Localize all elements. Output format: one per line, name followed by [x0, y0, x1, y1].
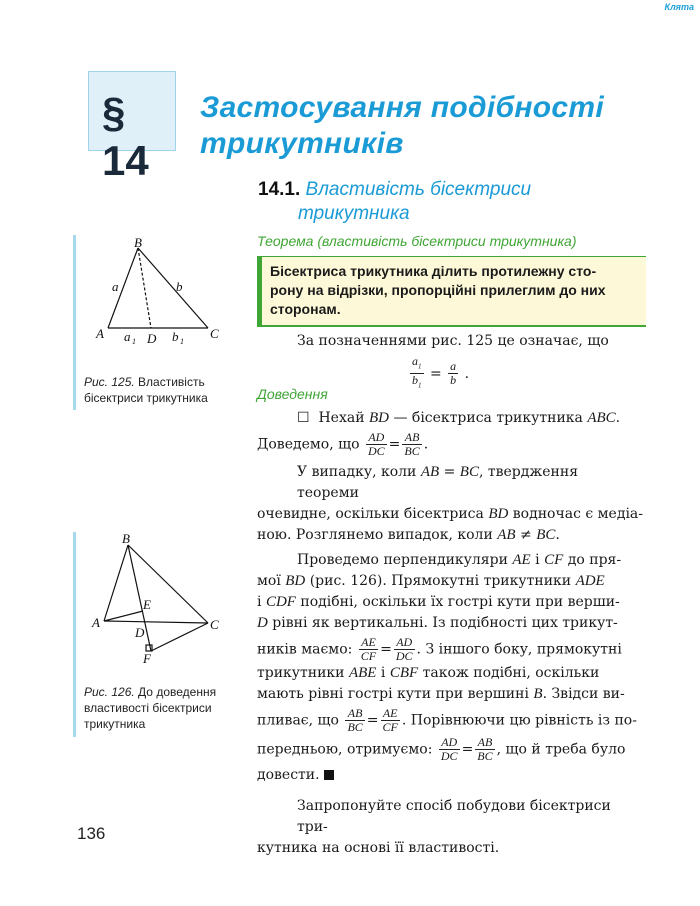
svg-text:a: a [124, 329, 131, 344]
svg-text:1: 1 [180, 337, 184, 346]
svg-text:A: A [92, 615, 100, 630]
section-title: Застосування подібності трикутників [200, 91, 605, 160]
svg-text:C: C [210, 617, 219, 632]
svg-text:F: F [143, 651, 151, 663]
svg-text:D: D [135, 625, 145, 640]
figure-125-caption: Рис. 125. Властивість бісектриси трикутника [84, 375, 208, 405]
proof-text: ☐ Нехай BD — бісектриса трикутника ABC. Доведемо, що $\frac{AD}{DC}$ = $\frac{AB}{BC}$ . У випадку, коли AB = BC, твердження теореми очевидне, оскільки бісектриса BD водночас є медіа- ною. Розглянемо випадок, коли AB ≠ BC. Проведемо перпендикуляри AE і CF до пря- мої BD (рис. 126). Прямокутні трикутники ADE і CDF подібні, оскільки їх гострі кути при верши- D рівні як вертикальні. Із подібності цих трикут- ників маємо: $\frac{AE}{CF}$ = $\frac{AD}{DC}$ . З іншого боку, прямокутні трикутники ABE і CBF також подібні, оскільки мають рівні гострі кути при вершині B. Звідси ви- пливає, що $\frac{AB}{BC}$ = $\frac{AE}{CF}$ . Порівнюючи цю рівність із по- передньою, отримуємо: $\frac{AD}{DC}$ = $\frac{AB}{BC}$ , що й треба було довести. Запропонуйте спосіб побудови бісектриси три- кутника на основі її властивості. [257, 410, 644, 856]
proof-label: Доведення [257, 386, 328, 402]
theorem-box: Бісектриса трикутника ділить протилежну сто- рону на відрізки, пропорційні прилеглим до них сторонам. [257, 256, 646, 327]
figure-126-caption: Рис. 126. До доведення властивості бісектриси трикутника [84, 685, 217, 731]
corner-logo: Клята [664, 2, 694, 12]
intro-formula: $\frac{a_1}{b_1}$ = $\frac{a}{b}$ . [412, 354, 470, 390]
theorem-label: Теорема (властивість бісектриси трикутника) [257, 233, 577, 249]
svg-text:D: D [147, 331, 157, 346]
svg-text:E: E [143, 597, 151, 612]
figure-126 [88, 533, 228, 663]
page-number: 136 [77, 824, 106, 843]
svg-text:1: 1 [132, 337, 136, 346]
section-badge [76, 65, 176, 184]
svg-text:C: C [210, 326, 219, 341]
svg-text:b: b [176, 279, 183, 294]
svg-text:b: b [172, 329, 179, 344]
svg-text:B: B [122, 533, 130, 546]
subsection-title: 14.1. Властивість бісектриси трикутника [258, 179, 532, 224]
svg-text:B: B [134, 236, 142, 250]
svg-text:a: a [112, 279, 119, 294]
section-number: § 14 [102, 89, 149, 184]
intro-text: За позначеннями рис. 125 це означає, що [297, 333, 609, 349]
figure-125 [88, 236, 228, 354]
svg-text:A: A [96, 326, 104, 341]
qed-square [324, 770, 334, 780]
